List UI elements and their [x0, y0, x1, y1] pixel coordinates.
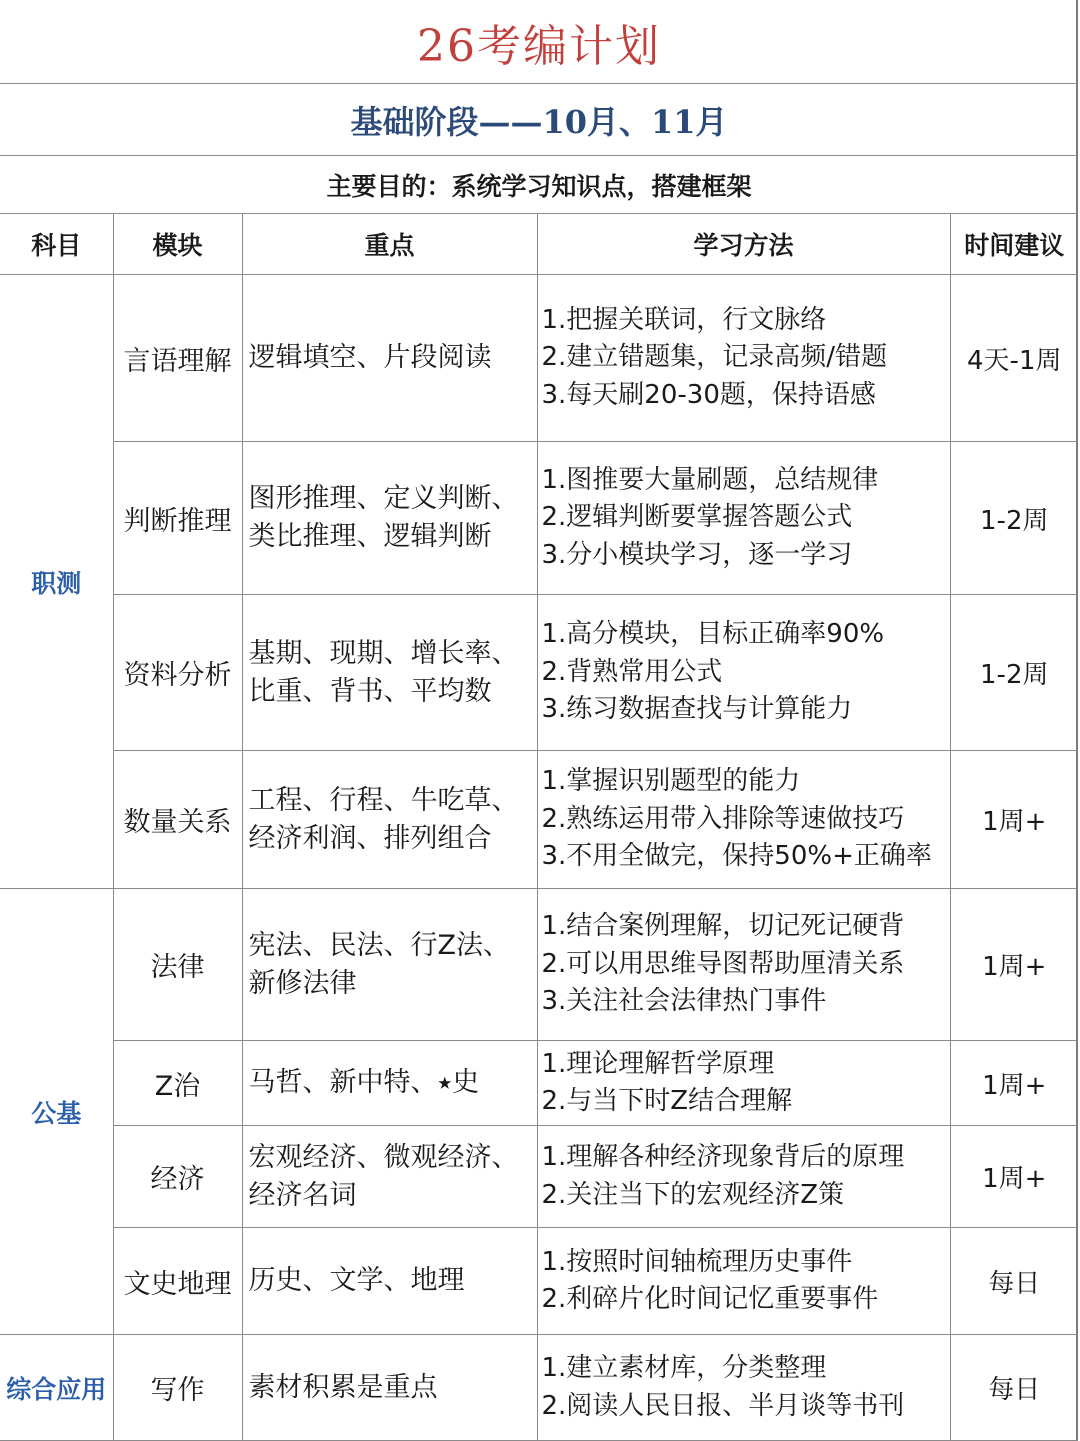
- plan-table: [0, 213, 1078, 1441]
- table-row: [0, 889, 1078, 1041]
- focus-cell: [242, 1041, 537, 1126]
- method-cell: [537, 442, 950, 595]
- method-line: 2.逻辑判断要掌握答题公式: [541, 502, 853, 533]
- method-line: 3.练习数据查找与计算能力: [541, 694, 853, 725]
- focus-line: 经济名词: [248, 1179, 357, 1211]
- method-line: 2.与当下时Z结合理解: [541, 1086, 793, 1116]
- subject-cell: 职测: [0, 275, 113, 889]
- method-line: 1.把握关联词，行文脉络: [541, 304, 827, 335]
- method-line: 2.关注当下的宏观经济Z策: [541, 1179, 845, 1210]
- method-line: 1.理论理解哲学原理: [541, 1048, 775, 1079]
- table-row: [0, 275, 1078, 442]
- stage-heading: 基础阶段——10月、11月: [0, 84, 1078, 156]
- method-line: 3.每天刷20-30题，保持语感: [541, 379, 876, 410]
- time-cell: 1周+: [950, 1126, 1078, 1228]
- method-cell: [537, 1126, 950, 1228]
- focus-cell: [242, 751, 537, 889]
- column-header: 学习方法: [537, 214, 950, 275]
- goal-statement: 主要目的：系统学习知识点，搭建框架: [0, 156, 1078, 214]
- module-cell: 判断推理: [113, 442, 242, 595]
- time-cell: 1-2周: [950, 442, 1078, 595]
- method-cell: [537, 1041, 950, 1126]
- column-header: 科目: [0, 214, 113, 275]
- focus-line: 图形推理、定义判断、: [248, 483, 519, 514]
- page-title: 26考编计划: [0, 0, 1078, 84]
- method-line: 1.按照时间轴梳理历史事件: [541, 1246, 853, 1277]
- method-line: 2.阅读人民日报、半月谈等书刊: [541, 1390, 905, 1421]
- focus-line: 历史、文学、地理: [248, 1265, 465, 1296]
- focus-line: 宏观经济、微观经济、: [248, 1141, 519, 1173]
- method-line: 1.理解各种经济现象背后的原理: [541, 1142, 905, 1172]
- focus-cell: [242, 442, 537, 595]
- time-cell: 每日: [950, 1335, 1078, 1441]
- method-line: 2.建立错题集，记录高频/错题: [541, 342, 888, 373]
- module-cell: 言语理解: [113, 275, 242, 442]
- column-header: 时间建议: [950, 214, 1078, 275]
- focus-line: 基期、现期、增长率、: [248, 637, 519, 669]
- table-row: [0, 1126, 1078, 1228]
- time-cell: 1周+: [950, 889, 1078, 1041]
- module-cell: 法律: [113, 889, 242, 1041]
- table-header-row: [0, 214, 1078, 275]
- method-cell: [537, 595, 950, 751]
- focus-line: 经济利润、排列组合: [248, 822, 492, 854]
- table-row: [0, 751, 1078, 889]
- method-cell: [537, 889, 950, 1041]
- time-cell: 1-2周: [950, 595, 1078, 751]
- subject-cell: 综合应用: [0, 1335, 113, 1441]
- subject-cell: 公基: [0, 889, 113, 1335]
- module-cell: Z治: [113, 1041, 242, 1126]
- focus-line: 逻辑填空、片段阅读: [248, 342, 492, 373]
- column-header: 重点: [242, 214, 537, 275]
- module-cell: 文史地理: [113, 1228, 242, 1335]
- method-cell: [537, 275, 950, 442]
- method-line: 2.可以用思维导图帮助厘清关系: [541, 948, 905, 979]
- method-cell: [537, 751, 950, 889]
- time-cell: 每日: [950, 1228, 1078, 1335]
- plan-table-body: [0, 275, 1078, 1441]
- method-line: 2.背熟常用公式: [541, 656, 723, 687]
- focus-line: 新修法律: [248, 967, 357, 999]
- method-line: 1.高分模块，目标正确率90%: [541, 619, 885, 650]
- focus-line: 类比推理、逻辑判断: [248, 521, 492, 552]
- method-line: 1.图推要大量刷题，总结规律: [541, 464, 879, 495]
- focus-cell: [242, 595, 537, 751]
- table-row: [0, 442, 1078, 595]
- method-line: 3.关注社会法律热门事件: [541, 986, 827, 1017]
- method-line: 2.熟练运用带入排除等速做技巧: [541, 803, 905, 834]
- table-row: [0, 595, 1078, 751]
- method-line: 1.掌握识别题型的能力: [541, 766, 801, 797]
- table-row: [0, 1335, 1078, 1441]
- method-line: 2.利碎片化时间记忆重要事件: [541, 1284, 879, 1314]
- module-cell: 资料分析: [113, 595, 242, 751]
- method-cell: [537, 1228, 950, 1335]
- focus-cell: [242, 1335, 537, 1441]
- focus-cell: [242, 889, 537, 1041]
- method-line: 1.建立素材库，分类整理: [541, 1353, 827, 1383]
- focus-line: 宪法、民法、行Z法、: [248, 929, 510, 961]
- focus-cell: [242, 1228, 537, 1335]
- focus-line: 比重、背书、平均数: [248, 675, 492, 707]
- time-cell: 1周+: [950, 751, 1078, 889]
- method-line: 3.分小模块学习，逐一学习: [541, 539, 853, 570]
- focus-cell: [242, 1126, 537, 1228]
- focus-line: 工程、行程、牛吃草、: [248, 784, 519, 816]
- module-cell: 写作: [113, 1335, 242, 1441]
- focus-line: 素材积累是重点: [248, 1371, 438, 1403]
- method-line: 1.结合案例理解，切记死记硬背: [541, 911, 905, 942]
- module-cell: 数量关系: [113, 751, 242, 889]
- module-cell: 经济: [113, 1126, 242, 1228]
- column-header: 模块: [113, 214, 242, 275]
- table-row: [0, 1041, 1078, 1126]
- time-cell: 1周+: [950, 1041, 1078, 1126]
- time-cell: 4天-1周: [950, 275, 1078, 442]
- focus-line: 马哲、新中特、⭑史: [248, 1067, 480, 1098]
- table-row: [0, 1228, 1078, 1335]
- focus-cell: [242, 275, 537, 442]
- method-line: 3.不用全做完，保持50%+正确率: [541, 841, 932, 872]
- method-cell: [537, 1335, 950, 1441]
